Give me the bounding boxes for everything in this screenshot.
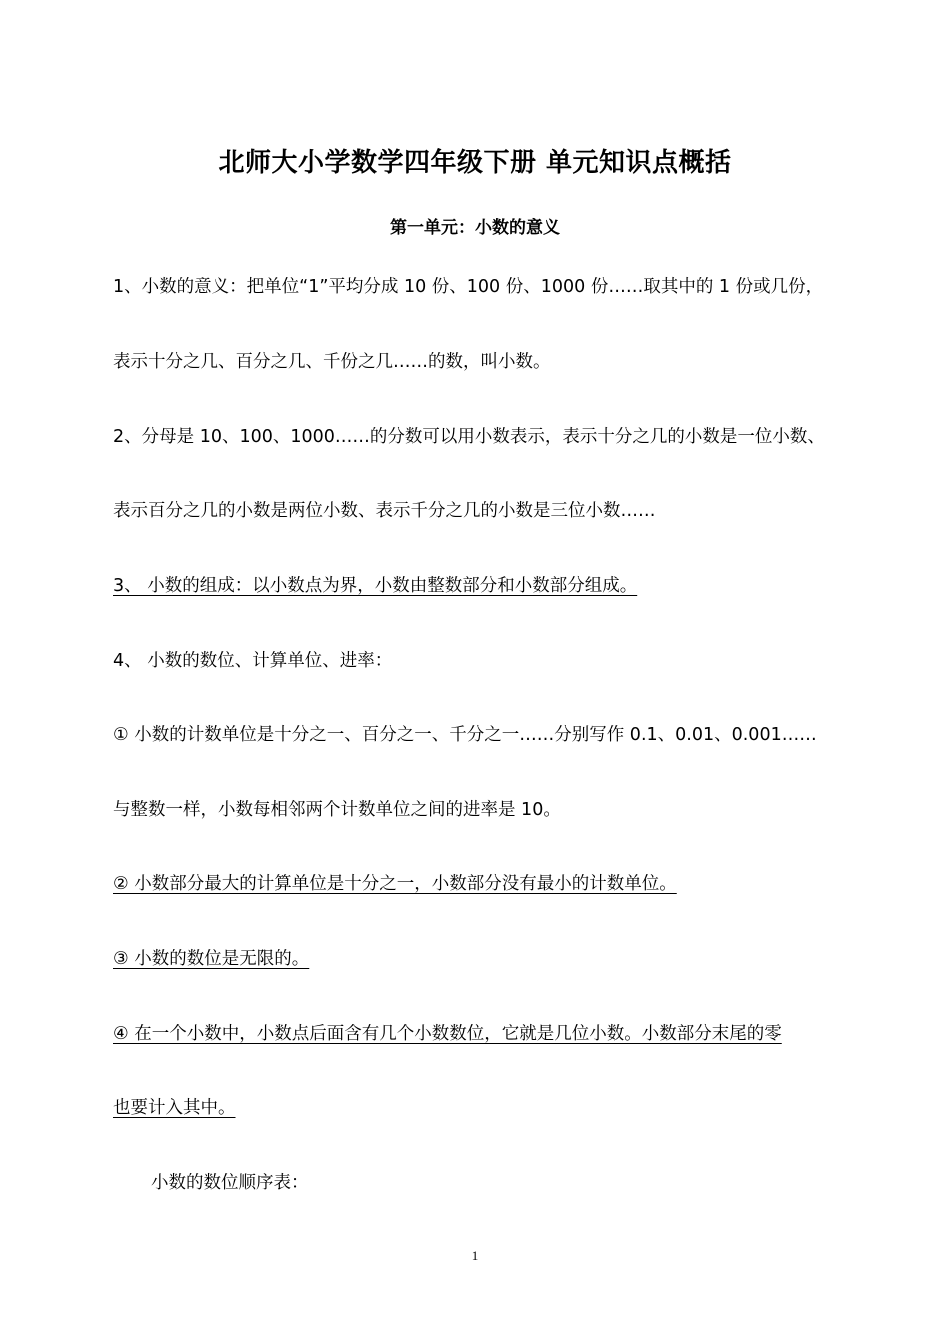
- paragraph-line-underlined: ④ 在一个小数中，小数点后面含有几个小数数位，它就是几位小数。小数部分末尾的零: [113, 1024, 782, 1044]
- paragraph-line-underlined: ② 小数部分最大的计算单位是十分之一，小数部分没有最小的计数单位。: [113, 874, 677, 894]
- paragraph-line-underlined: 3、 小数的组成：以小数点为界，小数由整数部分和小数部分组成。: [113, 576, 638, 596]
- unit-heading: 第一单元：小数的意义: [390, 218, 560, 238]
- paragraph-line: 2、分母是 10、100、1000……的分数可以用小数表示，表示十分之几的小数是一位小数、: [113, 427, 825, 447]
- table-caption: 小数的数位顺序表：: [151, 1173, 309, 1193]
- page-title: 北师大小学数学四年级下册 单元知识点概括: [218, 148, 732, 178]
- paragraph-line: 4、 小数的数位、计算单位、进率：: [113, 651, 393, 671]
- paragraph-line-underlined: 也要计入其中。: [113, 1098, 236, 1118]
- page-number: 1: [471, 1248, 479, 1263]
- paragraph-line-underlined: ③ 小数的数位是无限的。: [113, 949, 310, 969]
- paragraph-line: 表示十分之几、百分之几、千份之几……的数，叫小数。: [113, 352, 551, 372]
- paragraph-line: 与整数一样，小数每相邻两个计数单位之间的进率是 10。: [113, 800, 561, 820]
- paragraph-line: ① 小数的计数单位是十分之一、百分之一、千分之一……分别写作 0.1、0.01、0.001……: [113, 725, 817, 745]
- paragraph-line: 表示百分之几的小数是两位小数、表示千分之几的小数是三位小数……: [113, 501, 656, 521]
- paragraph-line: 1、小数的意义：把单位“1”平均分成 10 份、100 份、1000 份……取其中的 1 份或几份，: [113, 277, 824, 297]
